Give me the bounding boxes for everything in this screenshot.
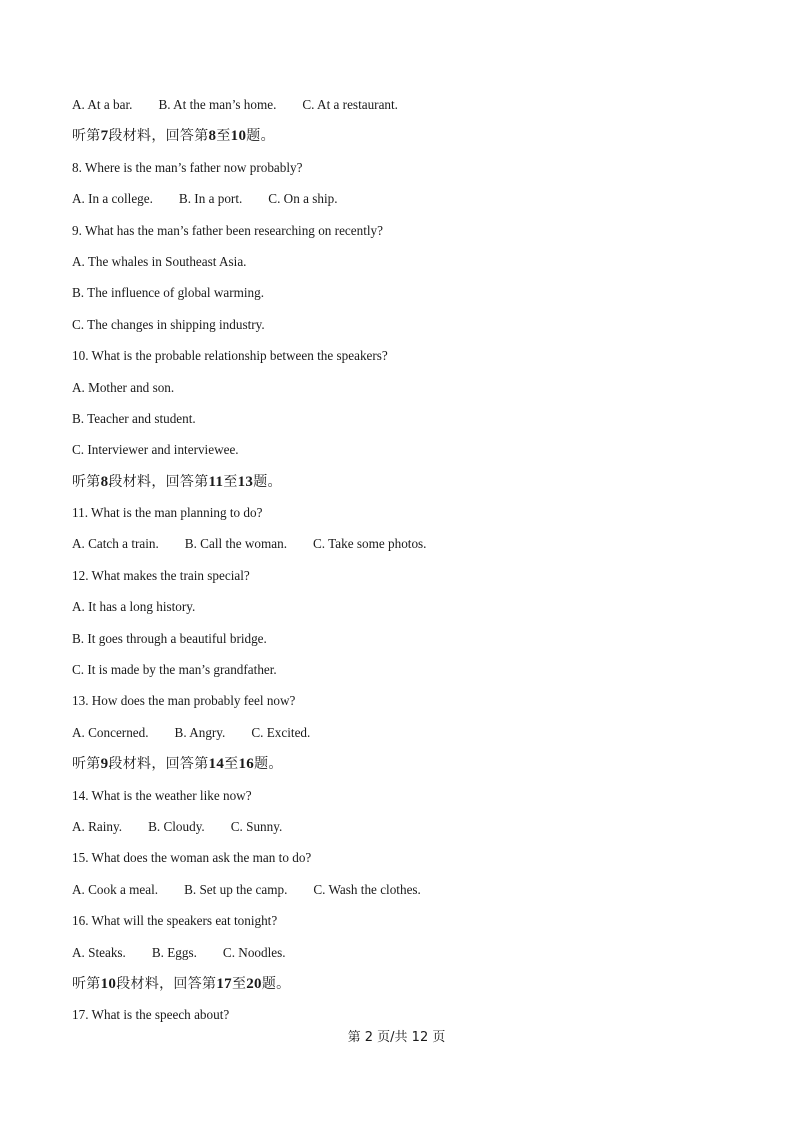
question-text: 15. What does the woman ask the man to do? xyxy=(72,850,312,866)
question-text: 16. What will the speakers eat tonight? xyxy=(72,913,278,929)
section-text: 至 xyxy=(224,756,239,773)
answer-option: C. Noodles. xyxy=(222,944,286,960)
answer-option: B. Eggs. xyxy=(151,944,197,960)
answer-option: C. The changes in shipping industry. xyxy=(72,316,265,332)
section-text: 听第 xyxy=(72,128,101,145)
answer-option: A. At a bar. xyxy=(72,97,133,112)
page-footer: 第 2 页/共 12 页 xyxy=(347,1030,446,1045)
answer-options xyxy=(72,188,722,219)
answer-option: B. In a port. xyxy=(178,191,243,207)
answer-options xyxy=(72,942,722,973)
section-number: 8 xyxy=(100,473,109,490)
answer-option: B. The influence of global warming. xyxy=(72,285,265,301)
question-text: 14. What is the weather like now? xyxy=(72,787,252,803)
question-text: 17. What is the speech about? xyxy=(72,1007,230,1023)
section-number: 13 xyxy=(237,473,254,490)
answer-option: B. Cloudy. xyxy=(148,818,205,834)
section-text: 段材料，回答第 xyxy=(116,975,217,992)
section-heading xyxy=(72,471,722,502)
answer-options xyxy=(72,816,722,847)
section-number: 7 xyxy=(100,128,109,145)
section-number: 8 xyxy=(208,128,217,145)
section-number: 17 xyxy=(216,975,232,992)
answer-options xyxy=(72,722,722,753)
answer-option: C. On a ship. xyxy=(268,191,338,207)
answer-option: C. Sunny. xyxy=(230,818,283,834)
answer-options xyxy=(72,879,722,910)
answer-option: B. It goes through a beautiful bridge. xyxy=(72,630,267,646)
answer-option: C. Take some photos. xyxy=(313,536,427,552)
section-number: 11 xyxy=(208,473,224,490)
answer-option: B. Angry. xyxy=(174,724,226,740)
question-text: 8. Where is the man’s father now probably? xyxy=(72,159,303,175)
section-text: 至 xyxy=(231,975,247,992)
answer-options xyxy=(72,94,722,125)
answer-option: B. Teacher and student. xyxy=(72,410,196,426)
page-content xyxy=(72,94,722,1036)
question-text: 12. What makes the train special? xyxy=(72,567,250,583)
answer-option: A. Catch a train. xyxy=(72,536,159,552)
answer-option: B. Set up the camp. xyxy=(184,881,288,897)
section-text: 段材料，回答第 xyxy=(108,128,209,145)
answer-option: A. Concerned. xyxy=(72,724,149,740)
answer-options xyxy=(72,533,722,564)
section-heading xyxy=(72,753,722,784)
answer-option: A. It has a long history. xyxy=(72,599,196,615)
section-text: 题。 xyxy=(254,756,283,773)
section-heading xyxy=(72,973,722,1004)
section-text: 段材料，回答第 xyxy=(108,756,209,773)
section-text: 听第 xyxy=(72,975,101,992)
section-number: 9 xyxy=(100,756,109,773)
question-text: 11. What is the man planning to do? xyxy=(72,505,263,521)
answer-option: C. Wash the clothes. xyxy=(313,881,421,897)
answer-option: A. The whales in Southeast Asia. xyxy=(72,253,247,269)
answer-option: A. Mother and son. xyxy=(72,379,175,395)
section-text: 段材料，回答第 xyxy=(108,473,209,490)
question-text: 9. What has the man’s father been researching on recently? xyxy=(72,222,383,238)
section-number: 14 xyxy=(208,756,225,773)
section-text: 题。 xyxy=(246,128,275,145)
question-text: 13. How does the man probably feel now? xyxy=(72,693,296,709)
section-number: 10 xyxy=(230,128,247,145)
answer-option: A. Rainy. xyxy=(72,818,123,834)
answer-option: C. It is made by the man’s grandfather. xyxy=(72,662,277,678)
section-number: 16 xyxy=(238,756,255,773)
section-text: 至 xyxy=(223,473,238,490)
section-text: 题。 xyxy=(261,975,291,992)
section-text: 至 xyxy=(216,128,231,145)
answer-option: C. At a restaurant. xyxy=(302,97,398,112)
section-heading xyxy=(72,125,722,156)
answer-option: B. At the man’s home. xyxy=(158,97,277,112)
question-text: 10. What is the probable relationship between the speakers? xyxy=(72,348,388,364)
answer-option: A. In a college. xyxy=(72,191,153,207)
section-text: 听第 xyxy=(72,473,101,490)
answer-option: B. Call the woman. xyxy=(184,536,287,552)
answer-option: A. Cook a meal. xyxy=(72,881,159,897)
section-number: 20 xyxy=(246,975,262,992)
answer-option: C. Excited. xyxy=(251,724,311,740)
section-text: 题。 xyxy=(253,473,282,490)
section-number: 10 xyxy=(100,975,117,992)
answer-option: A. Steaks. xyxy=(72,944,126,960)
answer-option: C. Interviewer and interviewee. xyxy=(72,442,239,458)
section-text: 听第 xyxy=(72,756,101,773)
